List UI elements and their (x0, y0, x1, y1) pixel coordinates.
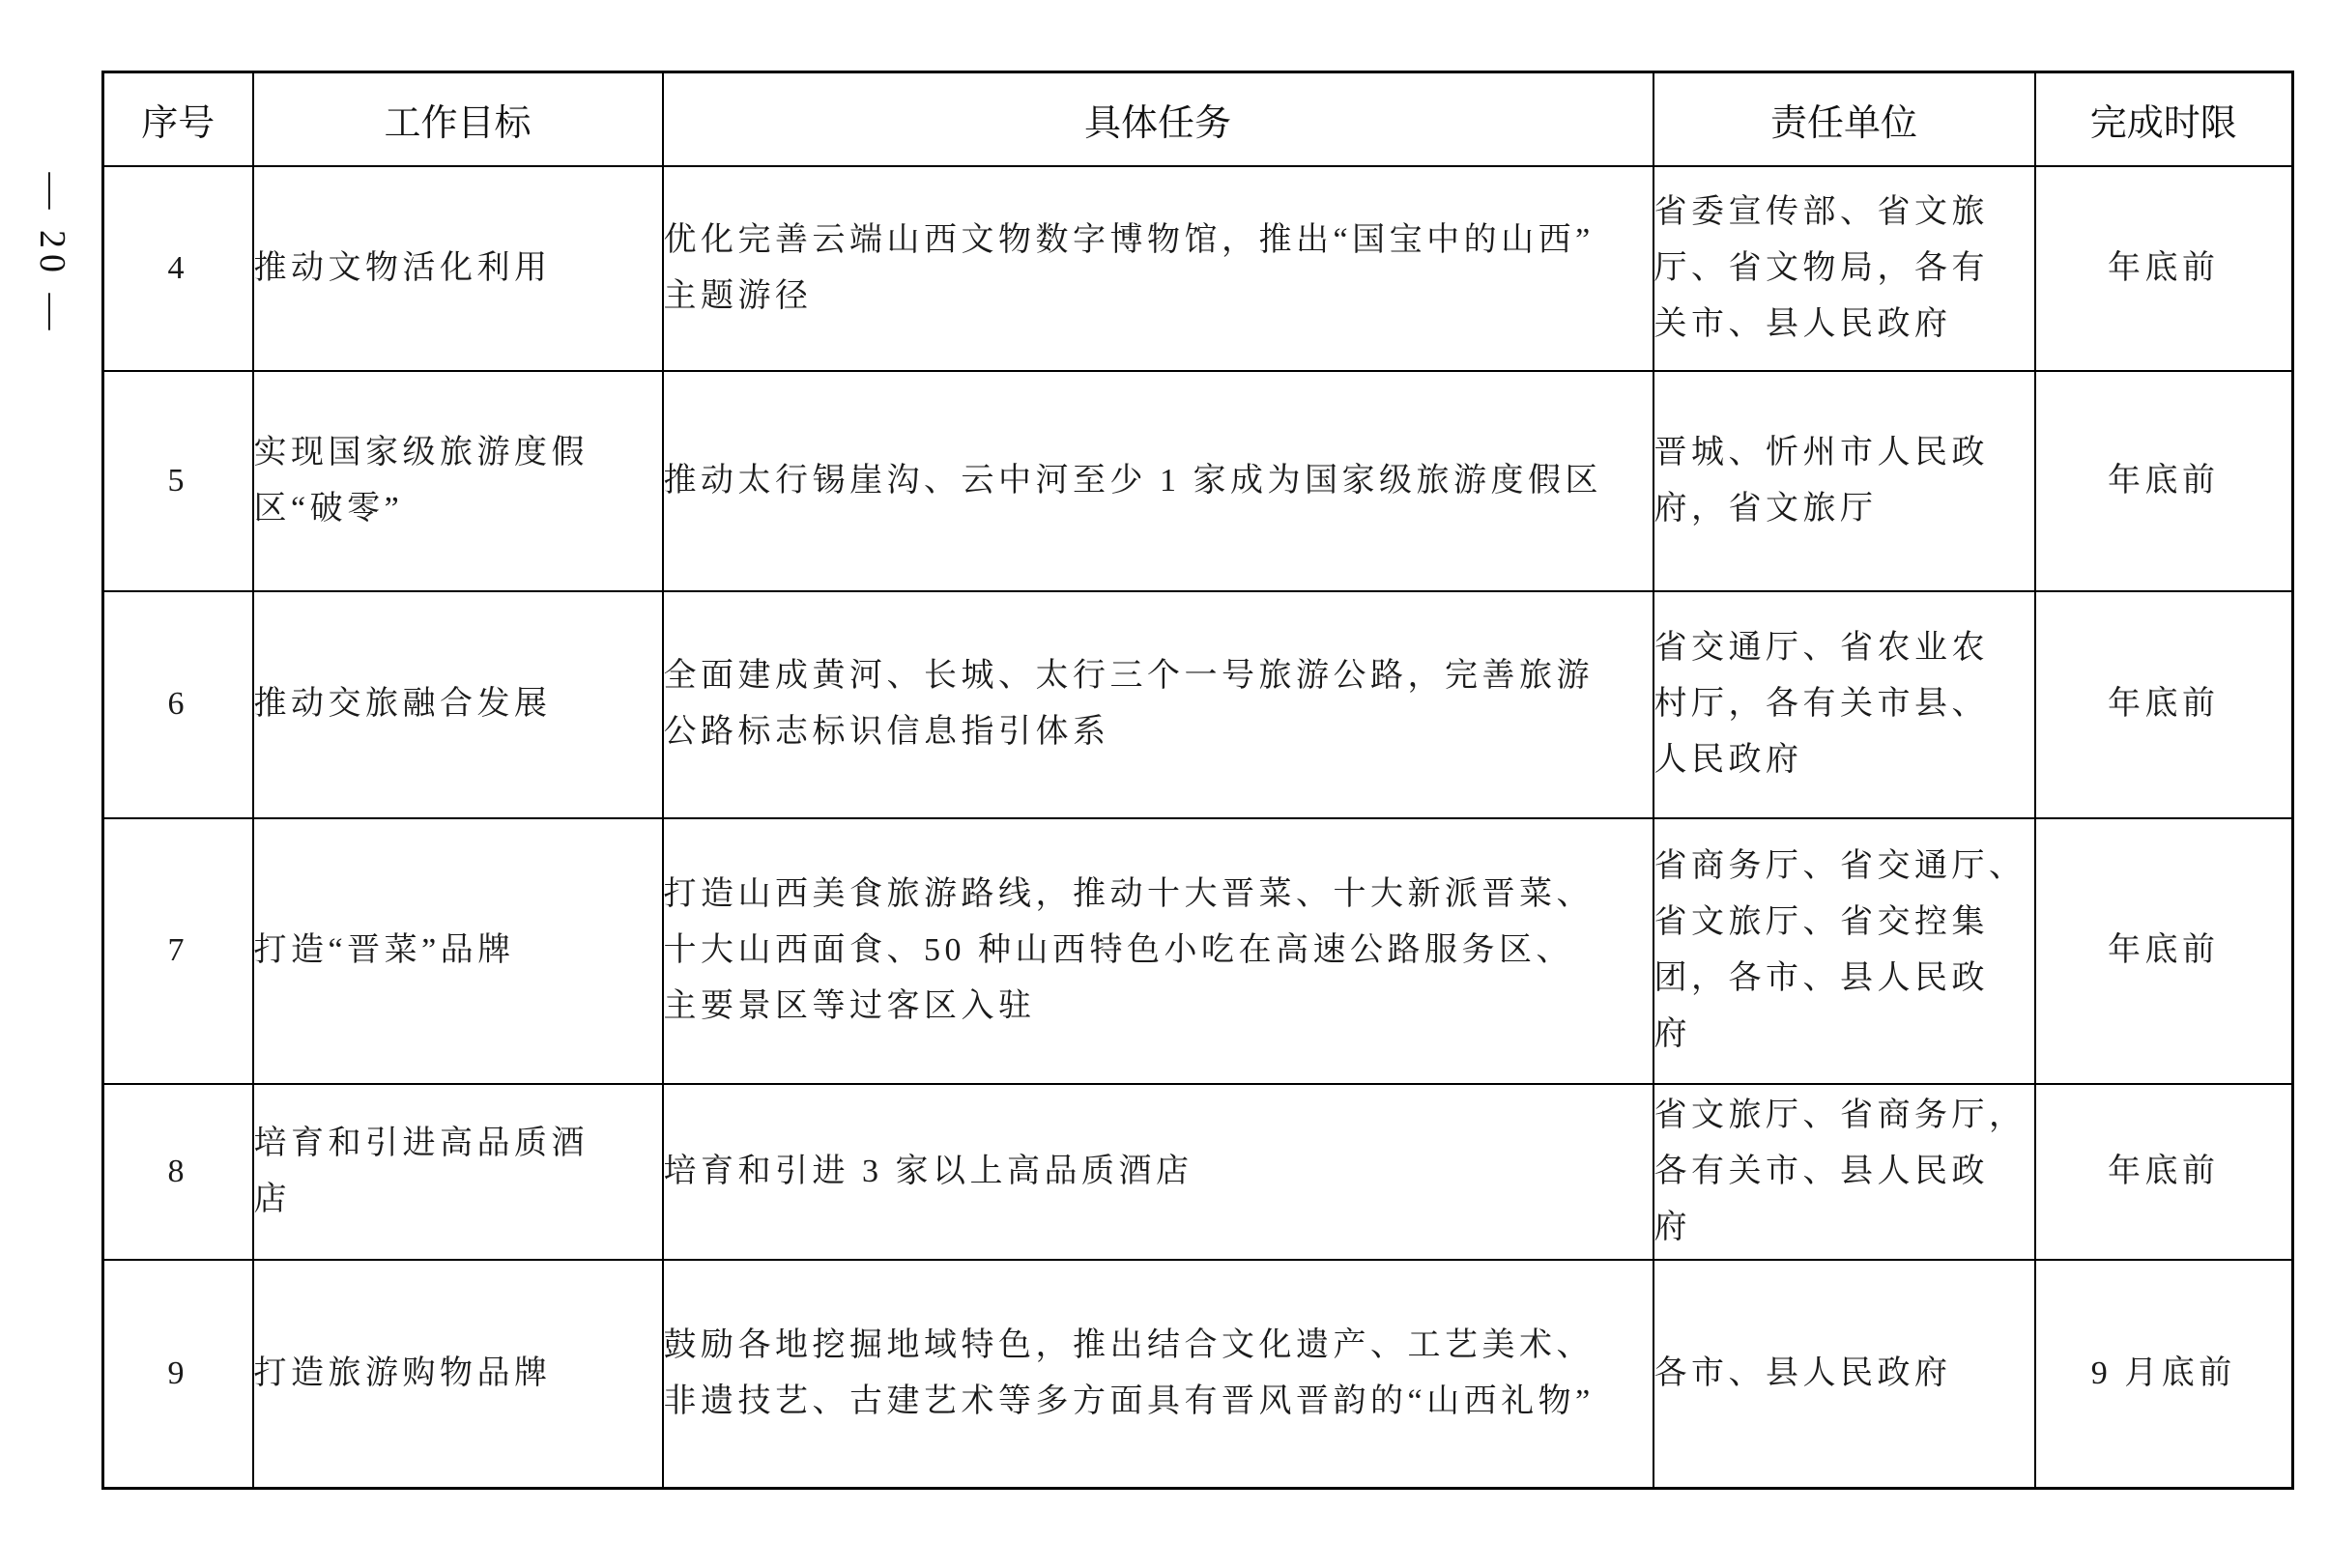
cell-goal (253, 591, 663, 818)
cell-text-line: 非遗技艺、古建艺术等多方面具有晋风晋韵的“山西礼物” (663, 1383, 1595, 1419)
cell-text-line: 店 (253, 1181, 291, 1217)
header-cell-goal: 工作目标 (253, 72, 663, 166)
cell-goal (253, 818, 663, 1084)
cell-text-line: 村厅，各有关市县、 (1653, 686, 1989, 722)
table-row (103, 166, 2293, 371)
cell-text-line: 人民政府 (1653, 742, 1803, 778)
cell-text-line: 省文旅厅、省商务厅， (1653, 1097, 2027, 1133)
page-number: — 20 — (32, 172, 72, 336)
cell-deadline: 年底前 (2035, 591, 2293, 818)
cell-text-line: 厅、省文物局，各有 (1653, 249, 1989, 286)
cell-text-line: 省商务厅、省交通厅、 (1653, 848, 2027, 884)
table-row (103, 1084, 2293, 1260)
header-cell-task: 具体任务 (663, 72, 1653, 166)
cell-text-line: 培育和引进 3 家以上高品质酒店 (663, 1153, 1193, 1189)
cell-no: 7 (103, 818, 253, 1084)
cell-no: 9 (103, 1260, 253, 1489)
cell-text-line: 推动文物活化利用 (253, 249, 552, 286)
cell-text-line: 省委宣传部、省文旅 (1653, 193, 1989, 230)
table-header-row (103, 72, 2293, 166)
cell-text-line: 公路标志标识信息指引体系 (663, 714, 1110, 750)
cell-no: 4 (103, 166, 253, 371)
cell-deadline: 年底前 (2035, 1084, 2293, 1260)
cell-task (663, 1084, 1653, 1260)
cell-text-line: 推动交旅融合发展 (253, 686, 552, 722)
cell-text-line: 团，各市、县人民政 (1653, 960, 1989, 996)
table-row (103, 1260, 2293, 1489)
task-table (101, 71, 2294, 1490)
header-cell-no: 序号 (103, 72, 253, 166)
cell-goal (253, 1260, 663, 1489)
cell-text-line: 府 (1653, 1016, 1691, 1052)
cell-text-line: 全面建成黄河、长城、太行三个一号旅游公路，完善旅游 (663, 658, 1594, 694)
cell-deadline: 年底前 (2035, 371, 2293, 591)
header-cell-deadline: 完成时限 (2035, 72, 2293, 166)
cell-text-line: 推动太行锡崖沟、云中河至少 1 家成为国家级旅游度假区 (663, 462, 1602, 499)
cell-text-line: 府 (1653, 1209, 1691, 1245)
cell-text-line: 各市、县人民政府 (1653, 1354, 1952, 1391)
cell-text-line: 实现国家级旅游度假 (253, 434, 589, 470)
cell-unit (1653, 591, 2035, 818)
cell-text-line: 区“破零” (253, 490, 404, 527)
table-row (103, 591, 2293, 818)
cell-text-line: 主要景区等过客区入驻 (663, 988, 1036, 1024)
cell-unit (1653, 371, 2035, 591)
cell-task (663, 591, 1653, 818)
cell-text-line: 十大山西面食、50 种山西特色小吃在高速公路服务区、 (663, 932, 1573, 968)
cell-deadline: 年底前 (2035, 166, 2293, 371)
cell-no: 6 (103, 591, 253, 818)
cell-text-line: 打造山西美食旅游路线，推动十大晋菜、十大新派晋菜、 (663, 876, 1594, 912)
cell-unit (1653, 1084, 2035, 1260)
cell-task (663, 371, 1653, 591)
cell-text-line: 府，省文旅厅 (1653, 490, 1878, 527)
cell-text-line: 主题游径 (663, 277, 813, 314)
cell-unit (1653, 166, 2035, 371)
cell-text-line: 关市、县人民政府 (1653, 305, 1952, 342)
table-row (103, 818, 2293, 1084)
cell-task (663, 818, 1653, 1084)
cell-text-line: 省交通厅、省农业农 (1653, 630, 1989, 666)
cell-text-line: 各有关市、县人民政 (1653, 1153, 1989, 1189)
cell-goal (253, 371, 663, 591)
cell-text-line: 省文旅厅、省交控集 (1653, 904, 1989, 940)
cell-text-line: 打造旅游购物品牌 (253, 1354, 552, 1391)
cell-no: 8 (103, 1084, 253, 1260)
cell-text-line: 鼓励各地挖掘地域特色，推出结合文化遗产、工艺美术、 (663, 1326, 1594, 1363)
cell-unit (1653, 818, 2035, 1084)
table-row (103, 371, 2293, 591)
cell-no: 5 (103, 371, 253, 591)
cell-unit (1653, 1260, 2035, 1489)
cell-text-line: 培育和引进高品质酒 (253, 1125, 589, 1161)
cell-text-line: 打造“晋菜”品牌 (253, 932, 515, 968)
cell-task (663, 1260, 1653, 1489)
cell-goal (253, 166, 663, 371)
cell-text-line: 优化完善云端山西文物数字博物馆，推出“国宝中的山西” (663, 221, 1595, 258)
cell-task (663, 166, 1653, 371)
cell-goal (253, 1084, 663, 1260)
cell-deadline: 9 月底前 (2035, 1260, 2293, 1489)
header-cell-unit: 责任单位 (1653, 72, 2035, 166)
cell-text-line: 晋城、忻州市人民政 (1653, 434, 1989, 470)
cell-deadline: 年底前 (2035, 818, 2293, 1084)
